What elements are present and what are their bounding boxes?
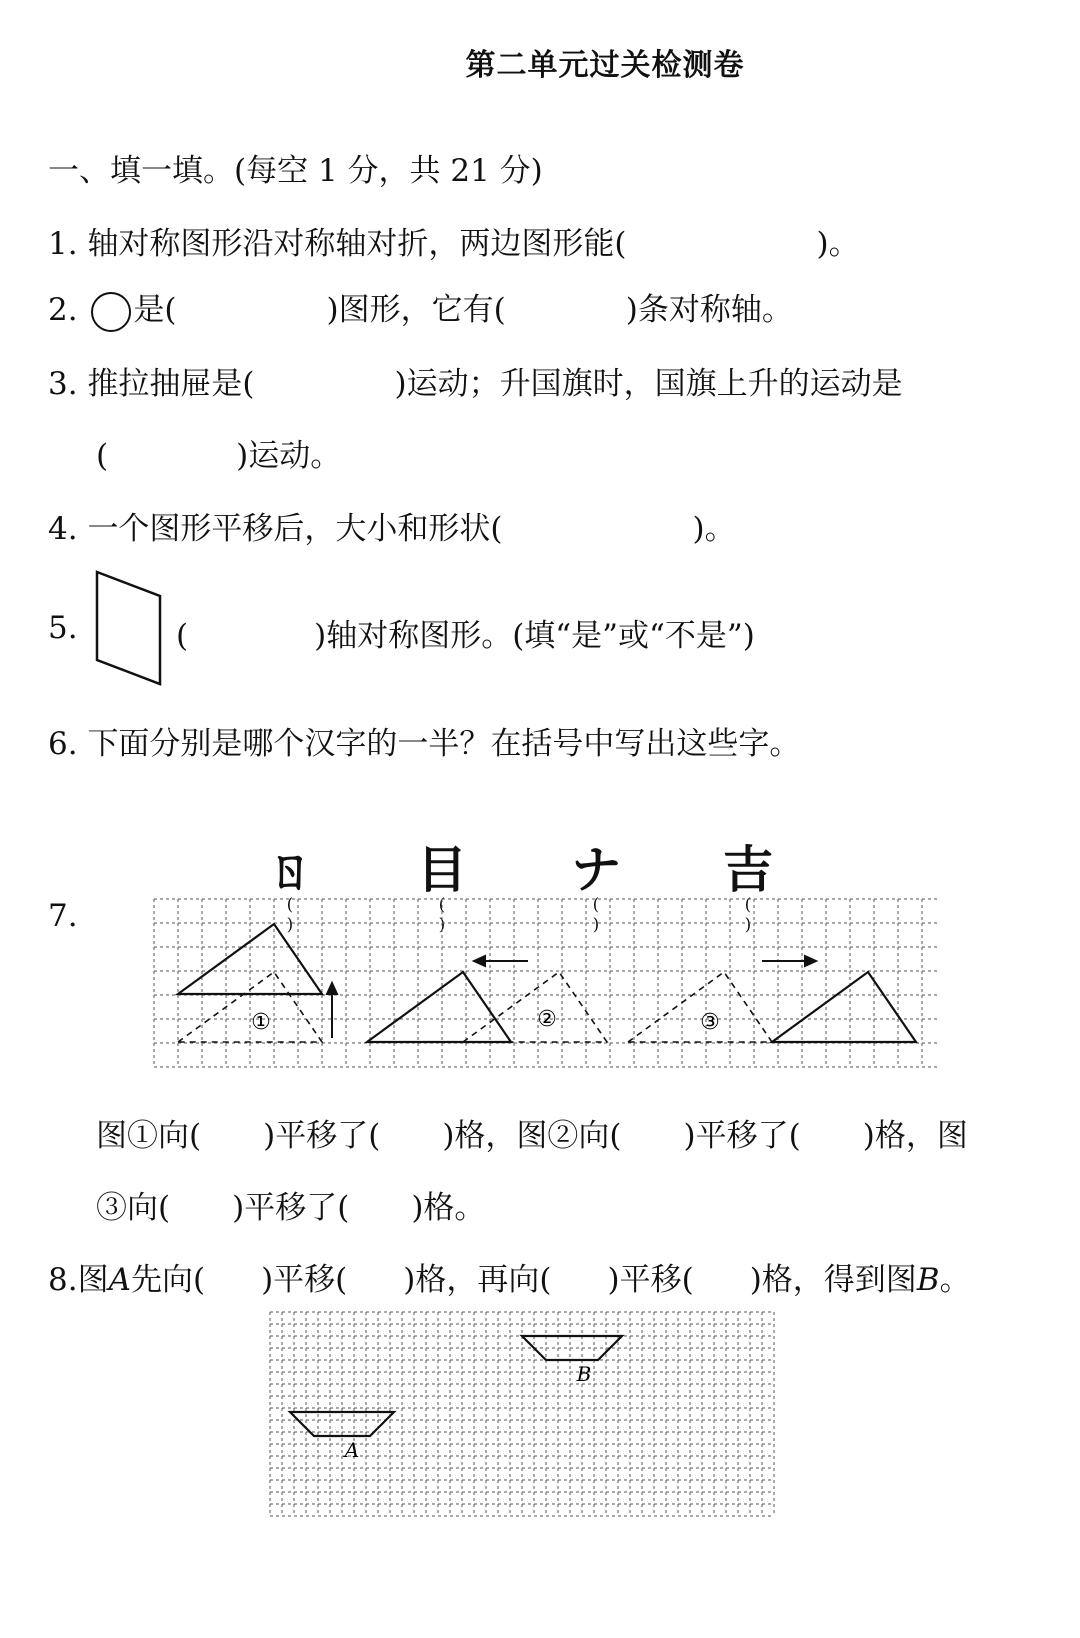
q7-text-h: )格。	[411, 1190, 486, 1226]
q3-text-a: 推拉抽屉是(	[87, 366, 255, 402]
triangle-2-solid	[367, 972, 511, 1042]
answer-paren-4[interactable]: ( )	[744, 895, 782, 935]
label-1: ①	[251, 1010, 271, 1035]
q3-text-d: )运动。	[236, 438, 342, 474]
q8-text-e: )平移(	[607, 1262, 694, 1298]
circle-icon	[91, 292, 131, 332]
q2-text-a: 是(	[133, 292, 177, 328]
half-char-2: 目	[417, 841, 467, 899]
q3-text-b: )运动；升国旗时，国旗上升的运动是	[394, 366, 903, 402]
question-6	[48, 718, 800, 763]
question-5	[176, 610, 755, 655]
q1-end: )。	[816, 226, 860, 262]
question-4	[48, 503, 736, 548]
q7-text-e: )格，图	[862, 1118, 968, 1154]
half-char-4: 吉	[723, 841, 773, 899]
q8-text-g: 。	[939, 1262, 971, 1298]
section-header: 一、填一填。(每空 1 分，共 21 分)	[48, 153, 543, 189]
answer-paren-2[interactable]: ( )	[438, 895, 476, 935]
q8-text-f: )格，得到图	[749, 1262, 917, 1298]
question-2	[48, 284, 793, 332]
label-2: ②	[537, 1007, 557, 1032]
page-title: 第二单元过关检测卷	[465, 48, 745, 83]
q1-text: 轴对称图形沿对称轴对折，两边图形能(	[87, 226, 627, 262]
q7-text-g: )平移了(	[232, 1190, 350, 1226]
q4-text-a: 一个图形平移后，大小和形状(	[87, 511, 503, 547]
parallelogram-figure	[90, 568, 170, 688]
label-3: ③	[700, 1010, 720, 1035]
half-char-1: ㄖ	[265, 841, 315, 899]
triangle-2-dashed	[463, 972, 607, 1042]
q2-text-b: )图形，它有(	[326, 292, 506, 328]
q7-text-f: ③向(	[96, 1190, 171, 1226]
q2-text-c: )条对称轴。	[625, 292, 793, 328]
q8-text-c: )平移(	[261, 1262, 348, 1298]
label-b: B	[576, 1362, 592, 1386]
answer-paren-3[interactable]: ( )	[592, 895, 630, 935]
question-7-line-1	[96, 1110, 968, 1155]
question-3-cont	[96, 430, 341, 475]
half-char-3: ナ	[571, 841, 621, 899]
label-a: A	[344, 1438, 360, 1462]
q2-number: 2.	[48, 292, 78, 328]
q8-figure-b: B	[916, 1262, 940, 1298]
q7-text-c: )格，图②向(	[442, 1118, 622, 1154]
q4-text-b: )。	[692, 511, 736, 547]
q8-figure-a: A	[108, 1262, 131, 1298]
q5-text-b: )轴对称图形。(填“是”或“不是”)	[314, 618, 755, 654]
question-7-number: 7.	[48, 898, 78, 934]
question-5-number: 5.	[48, 610, 78, 646]
q7-text-a: 图①向(	[96, 1118, 202, 1154]
question-8	[48, 1254, 971, 1299]
triangle-3-solid	[772, 972, 916, 1042]
answer-paren-1[interactable]: ( )	[286, 895, 324, 935]
q7-text-b: )平移了(	[263, 1118, 381, 1154]
q1-number: 1.	[48, 226, 78, 262]
q8-number: 8.	[48, 1262, 78, 1298]
q3-number: 3.	[48, 366, 78, 402]
q5-text-a: (	[176, 618, 189, 654]
q8-text-a: 图	[77, 1262, 109, 1298]
question-3	[48, 358, 903, 403]
q8-text-b: 先向(	[130, 1262, 206, 1298]
question-1	[48, 218, 860, 263]
q8-text-d: )格，再向(	[403, 1262, 552, 1298]
q6-text: 下面分别是哪个汉字的一半？在括号中写出这些字。	[87, 726, 801, 762]
q6-number: 6.	[48, 726, 78, 762]
q3-text-c: (	[96, 438, 109, 474]
q7-text-d: )平移了(	[683, 1118, 801, 1154]
grid-q8	[266, 1308, 778, 1518]
question-7-line-2	[96, 1182, 485, 1227]
q4-number: 4.	[48, 511, 78, 547]
grid-q7	[150, 895, 942, 1070]
